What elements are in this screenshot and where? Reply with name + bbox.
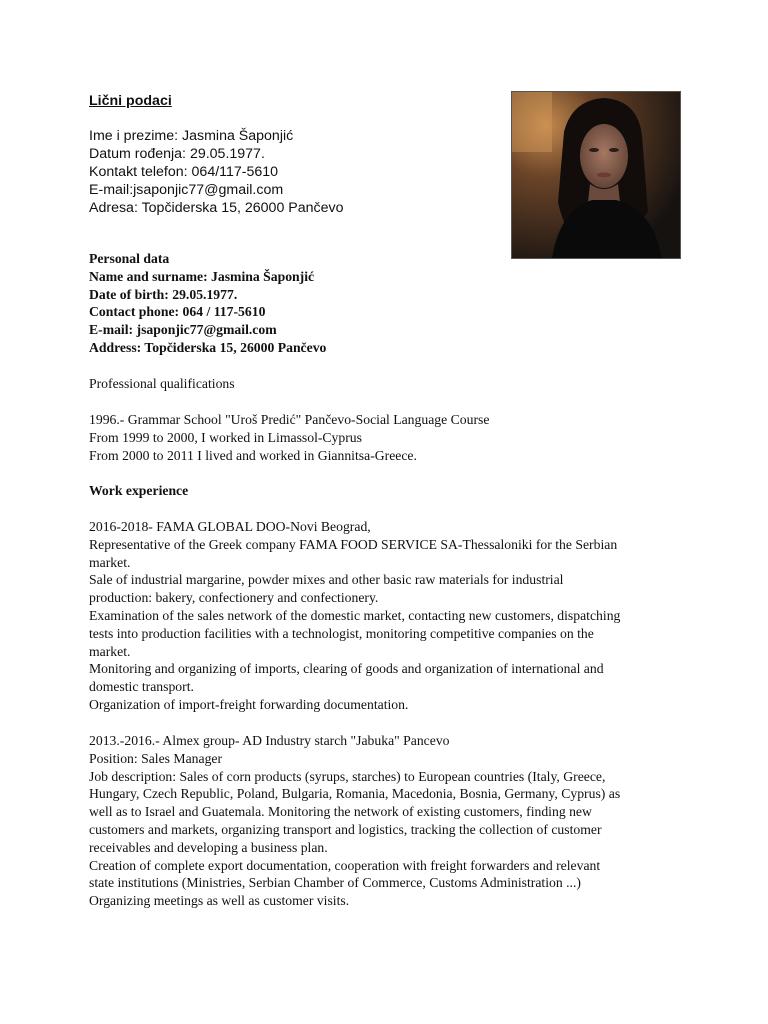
work-experience-section <box>89 482 188 500</box>
personal-address-line: Address: Topčiderska 15, 26000 Pančevo <box>89 339 327 355</box>
qualifications-list <box>89 411 489 464</box>
job-line: 2013.-2016.- Almex group- AD Industry starch "Jabuka" Pancevo <box>89 733 450 748</box>
job-line: market. <box>89 554 131 570</box>
personal-phone-line: Contact phone: 064 / 117-5610 <box>89 304 266 320</box>
job-line: well as to Israel and Guatemala. Monitoring the network of existing customers, finding new <box>89 804 592 820</box>
job-line: Hungary, Czech Republic, Poland, Bulgaria, Romania, Macedonia, Bosnia, Germany, Cyprus) as <box>89 786 621 802</box>
personal-data-section <box>89 250 326 357</box>
job-line: Job description: Sales of corn products (syrups, starches) to European countries (Italy, Greece, <box>89 768 606 784</box>
job-line: 2016-2018- FAMA GLOBAL DOO-Novi Beograd, <box>89 519 371 534</box>
job-line: production: bakery, confectionery and confectionery. <box>89 590 379 606</box>
personal-name-line: Name and surname: Jasmina Šaponjić <box>89 268 315 284</box>
job-line: Monitoring and organizing of imports, clearing of goods and organization of international and <box>89 661 604 677</box>
licni-name-line: Ime i prezime: Jasmina Šaponjić <box>89 128 294 144</box>
qualification-item: 1996.- Grammar School "Uroš Predić" Pančevo-Social Language Course <box>89 412 490 427</box>
licni-podaci-section <box>89 92 344 217</box>
job-line: Organizing meetings as well as customer visits. <box>89 893 350 909</box>
job-line: Examination of the sales network of the domestic market, contacting new customers, dispatching <box>89 607 621 623</box>
job-line: Representative of the Greek company FAMA FOOD SERVICE SA-Thessaloniki for the Serbian <box>89 536 618 552</box>
job-line: customers and markets, organizing transport and logistics, tracking the collection of customer <box>89 821 602 837</box>
licni-email-line: E-mail:jsaponjic77@gmail.com <box>89 182 284 198</box>
personal-email-line: E-mail: jsaponjic77@gmail.com <box>89 322 277 338</box>
job-line: receivables and developing a business plan. <box>89 839 328 855</box>
job-line: tests into production facilities with a technologist, monitoring competitive companies on the <box>89 625 594 641</box>
work-experience-heading: Work experience <box>89 483 189 498</box>
portrait-image <box>512 92 680 258</box>
job-line: state institutions (Ministries, Serbian Chamber of Commerce, Customs Administration ...) <box>89 875 581 891</box>
qualification-item: From 2000 to 2011 I lived and worked in Giannitsa-Greece. <box>89 447 417 463</box>
personal-birth-line: Date of birth: 29.05.1977. <box>89 286 238 302</box>
job-line: market. <box>89 643 131 659</box>
qualifications-heading: Professional qualifications <box>89 376 235 391</box>
qualifications-section <box>89 375 235 393</box>
spacer <box>89 110 344 127</box>
job-line: Organization of import-freight forwarding documentation. <box>89 696 409 712</box>
job-line: Creation of complete export documentation, cooperation with freight forwarders and relevant <box>89 857 601 873</box>
job-fama-global <box>89 518 620 714</box>
profile-photo <box>511 91 681 259</box>
job-line: domestic transport. <box>89 679 194 695</box>
job-almex-group <box>89 732 620 910</box>
job-line: Position: Sales Manager <box>89 750 223 766</box>
personal-data-heading: Personal data <box>89 251 170 266</box>
licni-address-line: Adresa: Topčiderska 15, 26000 Pančevo <box>89 200 344 216</box>
licni-phone-line: Kontakt telefon: 064/117-5610 <box>89 164 279 180</box>
job-line: Sale of industrial margarine, powder mixes and other basic raw materials for industrial <box>89 572 564 588</box>
licni-birth-line: Datum rođenja: 29.05.1977. <box>89 146 265 162</box>
licni-podaci-heading: Lični podaci <box>89 93 172 109</box>
qualification-item: From 1999 to 2000, I worked in Limassol-Cyprus <box>89 429 362 445</box>
